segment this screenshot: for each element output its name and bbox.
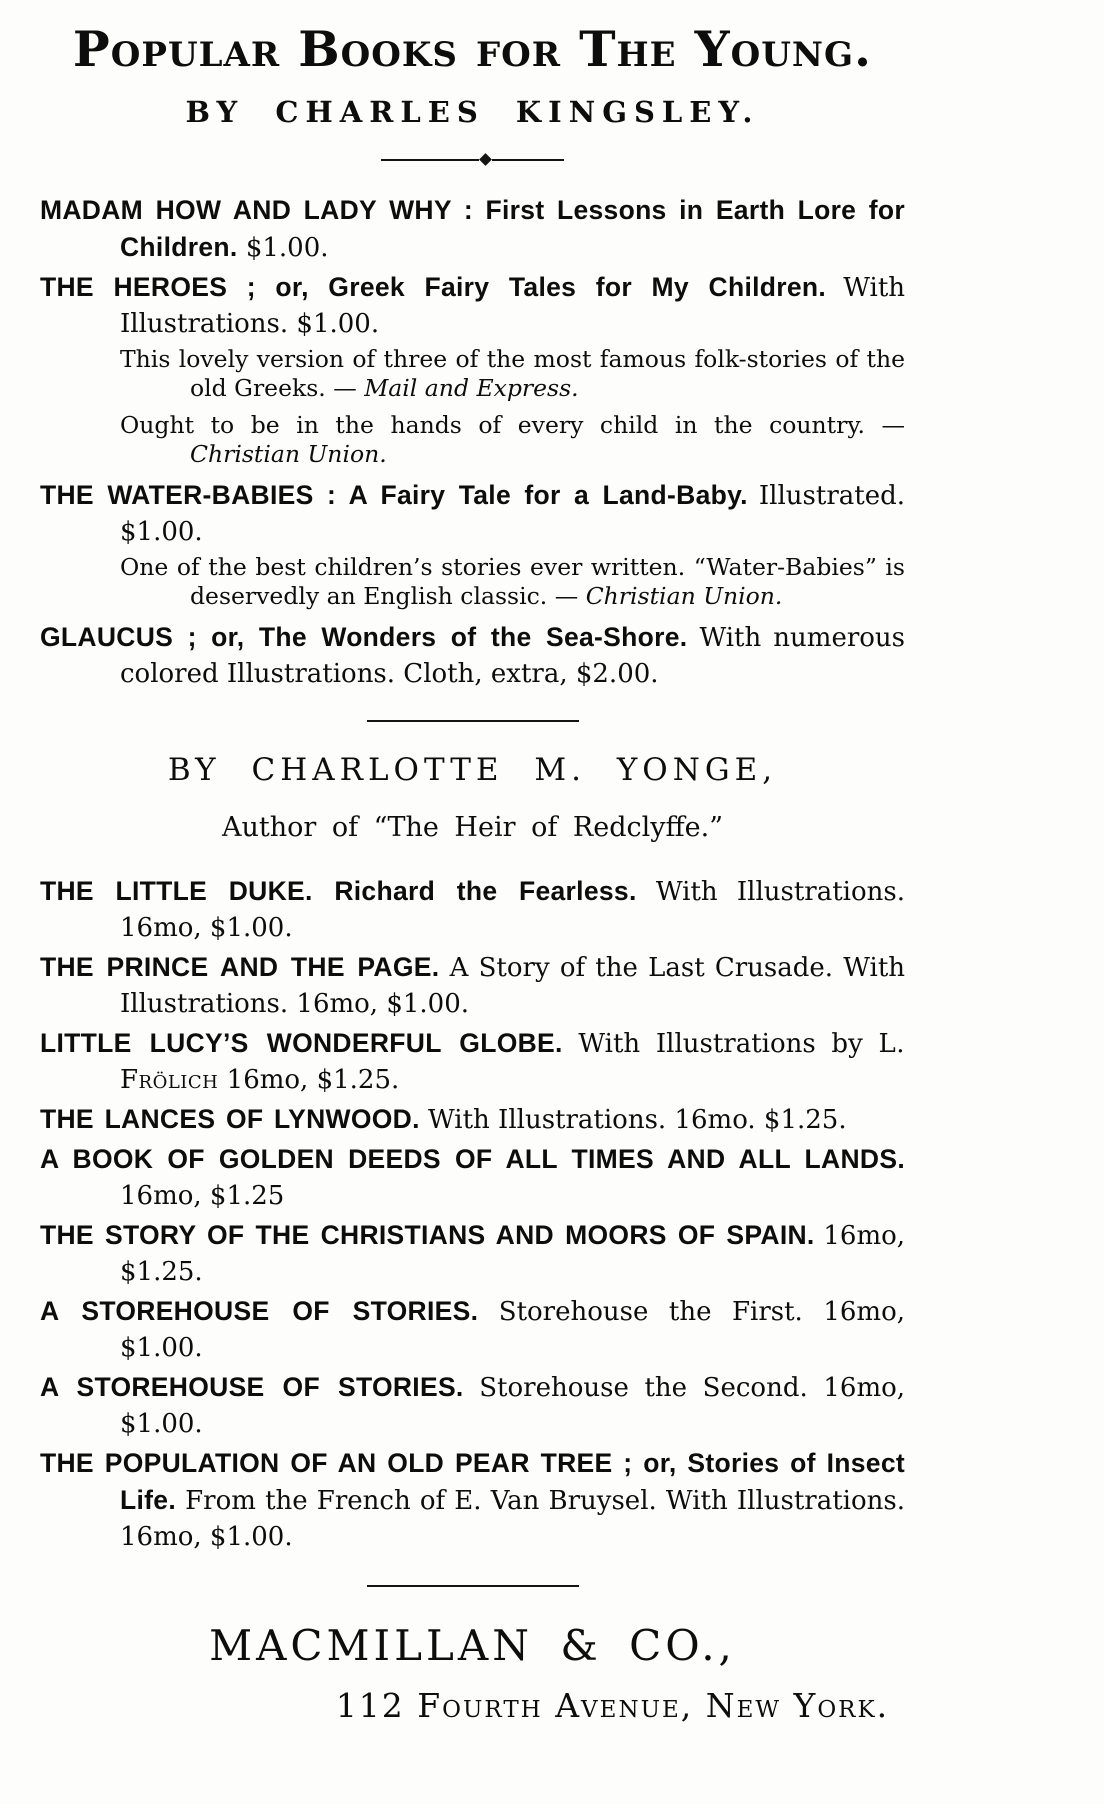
- book-details: 16mo, $1.25.: [120, 1221, 906, 1288]
- review-quote: [40, 553, 905, 611]
- entry-population-of-an-old-pear-tree: [40, 1445, 905, 1555]
- book-title: A STOREHOUSE OF STORIES.: [40, 1372, 464, 1403]
- book-details: Storehouse the Second. 16mo, $1.00.: [120, 1373, 906, 1440]
- book-details: $1.00.: [245, 233, 329, 264]
- divider-line: [381, 159, 479, 161]
- entry-glaucus: [40, 619, 905, 692]
- entry-storehouse-of-stories-first: [40, 1293, 905, 1366]
- book-title: THE LANCES OF LYNWOOD.: [40, 1104, 420, 1135]
- book-details: From the French of E. Van Bruysel. With Illustrations. 16mo, $1.00.: [120, 1486, 905, 1553]
- quote-text: One of the best children’s stories ever written. “Water-Babies” is deservedly an English classic. —: [120, 553, 905, 611]
- entry-storehouse-of-stories-second: [40, 1369, 905, 1442]
- illustrator-name: L. Frölich: [120, 1029, 905, 1096]
- book-title: GLAUCUS ; or, The Wonders of the Sea-Shore.: [40, 622, 688, 653]
- book-details: 16mo, $1.25.: [226, 1065, 400, 1096]
- publisher-address: 112 Fourth Avenue, New York.: [335, 1686, 890, 1726]
- book-details: With Illustrations by: [578, 1029, 863, 1060]
- entry-the-prince-and-the-page: [40, 949, 905, 1022]
- entry-the-little-duke: [40, 873, 905, 946]
- book-details: With Illustrations. $1.00.: [120, 273, 906, 340]
- yonge-author-line: Author of “The Heir of Redclyffe.”: [221, 812, 724, 844]
- entry-madam-how-and-lady-why: [40, 192, 905, 266]
- yonge-byline: BY CHARLOTTE M. YONGE,: [167, 752, 778, 789]
- diamond-icon: [479, 154, 492, 167]
- quote-source: Mail and Express.: [364, 374, 579, 403]
- book-details: Illustrated. $1.00.: [120, 481, 906, 548]
- book-title: THE POPULATION OF AN OLD PEAR TREE ; or, Stories of Insect Life.: [40, 1448, 905, 1516]
- entry-the-heroes: [40, 269, 905, 342]
- book-details: A Story of the Last Crusade. With Illustrations. 16mo, $1.00.: [120, 953, 906, 1020]
- review-quote: [40, 345, 905, 403]
- ornament-divider: [40, 155, 905, 164]
- book-title: THE HEROES ; or, Greek Fairy Tales for My Children.: [40, 272, 827, 303]
- entry-christians-and-moors-of-spain: [40, 1217, 905, 1290]
- entry-the-water-babies: [40, 477, 905, 550]
- entry-little-lucys-wonderful-globe: [40, 1025, 905, 1098]
- quote-source: Christian Union.: [585, 582, 783, 611]
- page-content: [40, 0, 905, 1725]
- book-details: With numerous colored Illustrations. Cloth, extra, $2.00.: [120, 623, 905, 690]
- book-title: THE LITTLE DUKE. Richard the Fearless.: [40, 876, 637, 907]
- book-details: With Illustrations. 16mo, $1.00.: [120, 877, 906, 944]
- book-details: With Illustrations. 16mo. $1.25.: [428, 1105, 847, 1136]
- book-title: THE STORY OF THE CHRISTIANS AND MOORS OF SPAIN.: [40, 1220, 815, 1251]
- quote-text: Ought to be in the hands of every child in the country. —: [120, 411, 905, 440]
- book-details: Storehouse the First. 16mo, $1.00.: [120, 1297, 905, 1364]
- footer-divider: [367, 1585, 579, 1587]
- book-details: 16mo, $1.25: [120, 1181, 285, 1212]
- entry-a-book-of-golden-deeds: [40, 1141, 905, 1214]
- book-title: LITTLE LUCY’S WONDERFUL GLOBE.: [40, 1028, 563, 1059]
- book-title: THE PRINCE AND THE PAGE.: [40, 952, 440, 983]
- kingsley-byline: BY CHARLES KINGSLEY.: [185, 95, 760, 130]
- section-divider: [367, 720, 579, 722]
- entry-the-lances-of-lynwood: [40, 1101, 905, 1138]
- divider-line: [492, 159, 564, 161]
- page-title: Popular Books for The Young.: [72, 20, 873, 78]
- book-title: THE WATER-BABIES : A Fairy Tale for a Land-Baby.: [40, 480, 748, 511]
- book-title: A BOOK OF GOLDEN DEEDS OF ALL TIMES AND ALL LANDS.: [40, 1144, 905, 1175]
- review-quote: [40, 411, 905, 469]
- quote-text: This lovely version of three of the most famous folk-stories of the old Greeks. —: [120, 345, 905, 403]
- book-title: MADAM HOW AND LADY WHY : First Lessons in Earth Lore for Children.: [40, 195, 905, 263]
- book-title: A STOREHOUSE OF STORIES.: [40, 1296, 479, 1327]
- publisher-name: MACMILLAN & CO.,: [209, 1621, 736, 1671]
- quote-source: Christian Union.: [190, 440, 387, 469]
